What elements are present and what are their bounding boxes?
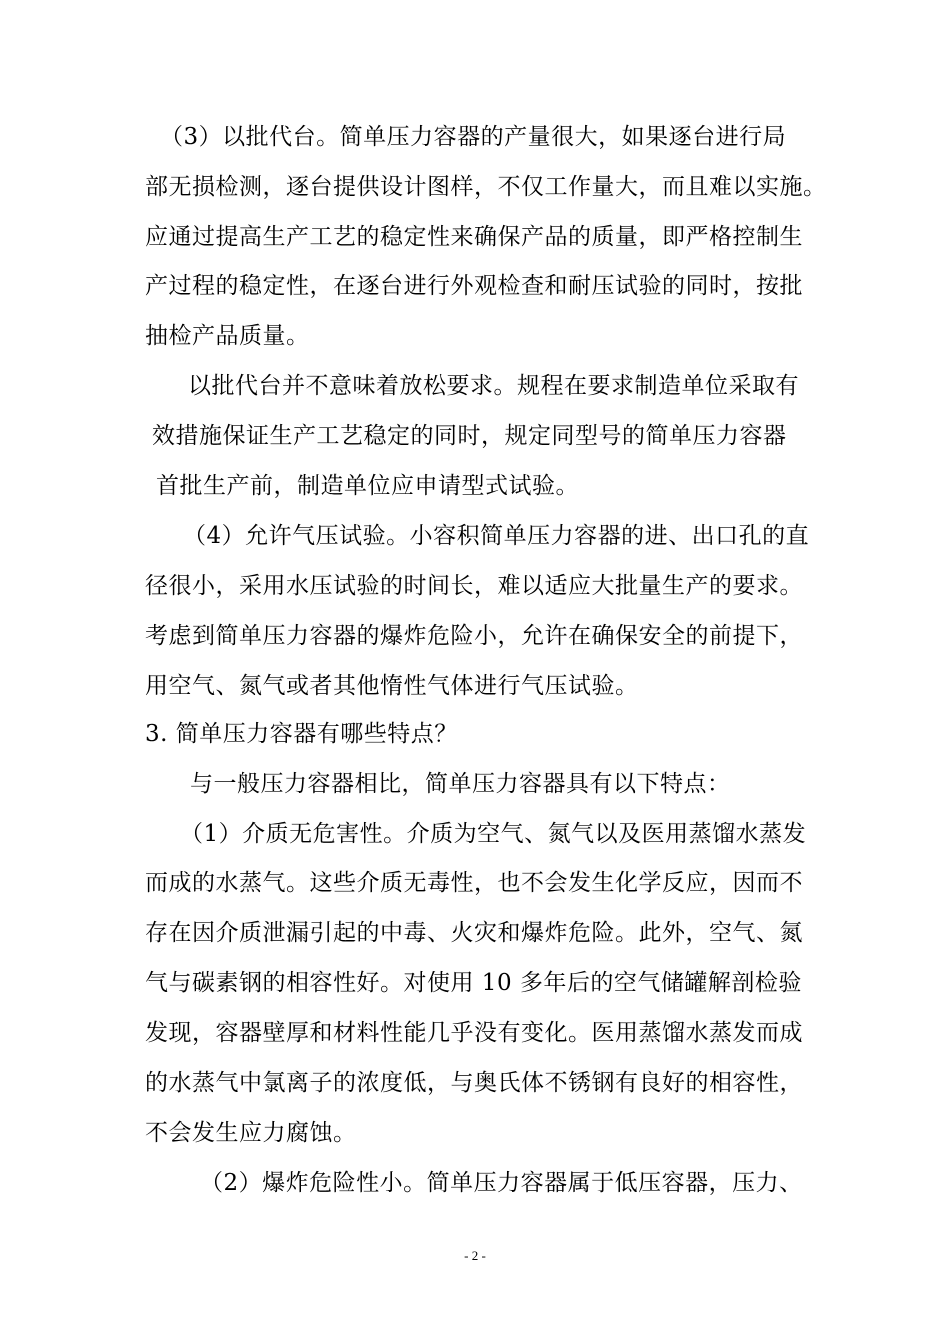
page-number: - 2 - xyxy=(464,1248,486,1263)
text-line: 发现，容器壁厚和材料性能几乎没有变化。医用蒸馏水蒸发而成 xyxy=(145,1020,803,1046)
text-line: （3）以批代台。简单压力容器的产量很大，如果逐台进行局 xyxy=(160,124,787,150)
text-line: 部无损检测，逐台提供设计图样，不仅工作量大，而且难以实施。 xyxy=(145,174,827,200)
text-line: 应通过提高生产工艺的稳定性来确保产品的质量，即严格控制生 xyxy=(145,224,803,250)
text-line: 首批生产前，制造单位应申请型式试验。 xyxy=(156,473,579,499)
text-line: 考虑到简单压力容器的爆炸危险小，允许在确保安全的前提下， xyxy=(145,623,803,649)
text-line: 用空气、氮气或者其他惰性气体进行气压试验。 xyxy=(145,673,639,699)
text-line: 存在因介质泄漏引起的中毒、火灾和爆炸危险。此外，空气、氮 xyxy=(145,920,803,946)
text-line: 产过程的稳定性，在逐台进行外观检查和耐压试验的同时，按批 xyxy=(145,273,803,299)
text-line: 径很小，采用水压试验的时间长，难以适应大批量生产的要求。 xyxy=(145,573,803,599)
text-line: 抽检产品质量。 xyxy=(145,323,310,349)
text-line: （2）爆炸危险性小。简单压力容器属于低压容器，压力、 xyxy=(200,1170,803,1196)
text-line: 而成的水蒸气。这些介质无毒性，也不会发生化学反应，因而不 xyxy=(145,870,803,896)
text-line: 气与碳素钢的相容性好。对使用 10 多年后的空气储罐解剖检验 xyxy=(145,970,802,996)
text-line: （4）允许气压试验。小容积简单压力容器的进、出口孔的直 xyxy=(183,523,810,549)
section-heading: 3. 简单压力容器有哪些特点？ xyxy=(145,721,458,747)
text-line: 以批代台并不意味着放松要求。规程在要求制造单位采取有 xyxy=(188,373,799,399)
text-line: 与一般压力容器相比，简单压力容器具有以下特点： xyxy=(190,771,731,797)
text-line: 效措施保证生产工艺稳定的同时，规定同型号的简单压力容器 xyxy=(152,423,787,449)
text-line: 不会发生应力腐蚀。 xyxy=(145,1120,357,1146)
text-line: （1）介质无危害性。介质为空气、氮气以及医用蒸馏水蒸发 xyxy=(180,821,807,847)
text-line: 的水蒸气中氯离子的浓度低，与奥氏体不锈钢有良好的相容性， xyxy=(145,1070,803,1096)
